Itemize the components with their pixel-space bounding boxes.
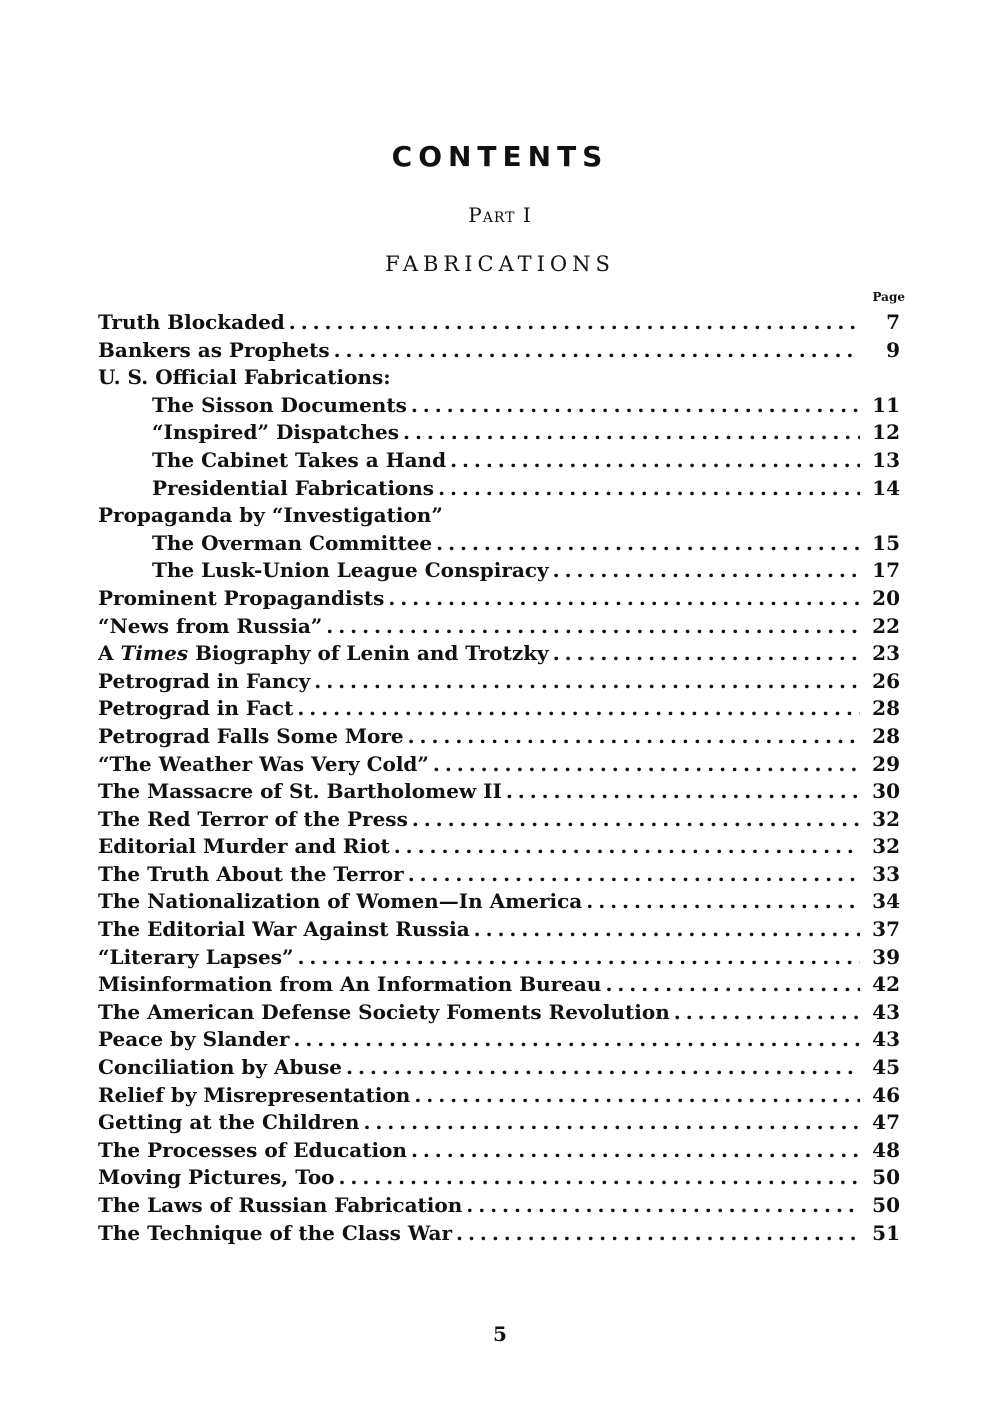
- toc-entry: [98, 724, 900, 752]
- toc-entry: [98, 420, 900, 448]
- toc-entry-title: “Literary Lapses”: [98, 944, 294, 969]
- toc-entry: [98, 1110, 900, 1138]
- dot-leader: [436, 531, 860, 555]
- toc-entry-page: 20: [872, 585, 900, 610]
- toc-entry: [98, 945, 900, 973]
- toc-entry-title: The Laws of Russian Fabrication: [98, 1193, 463, 1217]
- dot-leader: [433, 752, 860, 776]
- toc-entry-page: 29: [872, 751, 900, 776]
- toc-entry: [98, 779, 900, 807]
- toc-entry: [98, 1193, 900, 1221]
- toc-entry-title: “The Weather Was Very Cold”: [98, 751, 429, 776]
- toc-entry-title: The Cabinet Takes a Hand: [152, 447, 447, 472]
- dot-leader: [474, 917, 860, 941]
- toc-entry-title: The Editorial War Against Russia: [98, 917, 470, 942]
- toc-entry: [98, 503, 900, 531]
- toc-entry: [98, 448, 900, 476]
- toc-entry: [98, 641, 900, 669]
- dot-leader: [438, 476, 860, 500]
- dot-leader: [506, 779, 860, 803]
- toc-entry: [98, 752, 900, 780]
- dot-leader: [289, 310, 860, 334]
- toc-entry: [98, 917, 900, 945]
- toc-entry-page: 32: [872, 806, 900, 831]
- dot-leader: [450, 448, 860, 472]
- dot-leader: [586, 889, 860, 913]
- toc-entry-page: 37: [872, 917, 900, 942]
- toc-entry-page: 28: [872, 696, 900, 721]
- toc-entry-page: 50: [872, 1193, 900, 1217]
- toc-entry-title: A Times Biography of Lenin and Trotzky: [98, 641, 549, 666]
- toc-entry-page: 33: [872, 861, 900, 886]
- toc-entry-title: The Red Terror of the Press: [98, 806, 408, 831]
- toc-entry: [98, 972, 900, 1000]
- toc-entry-title: Misinformation from An Information Bureau: [98, 972, 602, 997]
- toc-entry-page: 12: [872, 420, 900, 445]
- toc-entry: [98, 558, 900, 586]
- dot-leader: [553, 558, 860, 582]
- page-number: 5: [493, 1322, 507, 1346]
- toc-entry-page: 48: [872, 1137, 900, 1162]
- toc-entry: [98, 614, 900, 642]
- toc-entry-title: The Overman Committee: [152, 530, 433, 555]
- toc-entry: [98, 1027, 900, 1055]
- dot-leader: [394, 834, 860, 858]
- toc-entry: [98, 1000, 900, 1028]
- toc-entry-title: The American Defense Society Foments Revolution: [98, 999, 670, 1024]
- toc-entry-page: 22: [872, 613, 900, 638]
- toc-entry-title: Moving Pictures, Too: [98, 1165, 335, 1190]
- dot-leader: [553, 641, 860, 665]
- page-title: CONTENTS: [391, 140, 609, 173]
- toc-entry-page: 13: [872, 447, 900, 472]
- toc-entry-page: 50: [872, 1165, 900, 1190]
- toc-entry-title: The Truth About the Terror: [98, 861, 404, 886]
- toc-entry-page: 42: [872, 972, 900, 997]
- dot-leader: [408, 724, 860, 748]
- toc-entry: [98, 393, 900, 421]
- dot-leader: [403, 420, 860, 444]
- toc-entry-title: The Nationalization of Women—In America: [98, 889, 583, 914]
- toc-entry-page: 47: [872, 1110, 900, 1135]
- table-of-contents: [98, 310, 900, 1248]
- toc-entry-title: U. S. Official Fabrications:: [98, 365, 391, 390]
- toc-entry-page: 51: [872, 1220, 900, 1245]
- dot-leader: [408, 862, 860, 886]
- toc-entry-title: The Processes of Education: [98, 1137, 407, 1162]
- toc-entry-title: Propaganda by “Investigation”: [98, 503, 443, 528]
- toc-entry: [98, 862, 900, 890]
- dot-leader: [326, 614, 860, 638]
- toc-entry-page: 28: [872, 723, 900, 748]
- part-heading: Part I: [468, 203, 532, 227]
- dot-leader: [674, 1000, 860, 1024]
- toc-entry-page: 15: [872, 530, 900, 555]
- toc-entry-page: 45: [872, 1055, 900, 1080]
- toc-entry-page: 43: [872, 999, 900, 1024]
- toc-entry-title: The Technique of the Class War: [98, 1220, 453, 1245]
- toc-entry-title: Getting at the Children: [98, 1110, 360, 1135]
- dot-leader: [297, 696, 860, 720]
- dot-leader: [339, 1165, 861, 1189]
- toc-entry: [98, 669, 900, 697]
- toc-entry: [98, 1055, 900, 1083]
- dot-leader: [298, 945, 861, 969]
- dot-leader: [293, 1027, 860, 1051]
- toc-entry-page: 7: [886, 310, 900, 334]
- toc-entry: [98, 834, 900, 862]
- toc-entry: [98, 586, 900, 614]
- toc-entry-page: 43: [872, 1027, 900, 1052]
- dot-leader: [414, 1083, 860, 1107]
- toc-entry-title: Peace by Slander: [98, 1027, 290, 1052]
- dot-leader: [411, 393, 860, 417]
- toc-entry-title: Editorial Murder and Riot: [98, 834, 390, 859]
- toc-entry: [98, 1165, 900, 1193]
- toc-entry-title: “Inspired” Dispatches: [152, 420, 400, 445]
- toc-entry-page: 11: [872, 392, 900, 417]
- toc-entry: [98, 310, 900, 338]
- toc-entry-title: Petrograd in Fancy: [98, 668, 311, 693]
- dot-leader: [456, 1221, 860, 1245]
- toc-entry: [98, 1083, 900, 1111]
- toc-entry-title: The Lusk-Union League Conspiracy: [152, 558, 549, 583]
- toc-entry: [98, 1138, 900, 1166]
- toc-entry-title: “News from Russia”: [98, 613, 323, 638]
- toc-entry-page: 9: [886, 337, 900, 362]
- toc-entry-title: Bankers as Prophets: [98, 337, 330, 362]
- toc-entry: [98, 696, 900, 724]
- toc-entry: [98, 807, 900, 835]
- toc-entry-page: 14: [872, 475, 900, 500]
- toc-entry: [98, 476, 900, 504]
- toc-entry-page: 46: [872, 1082, 900, 1107]
- toc-entry-page: 32: [872, 834, 900, 859]
- page-column-header: Page: [872, 290, 905, 304]
- toc-entry-page: 39: [872, 944, 900, 969]
- dot-leader: [363, 1110, 860, 1134]
- toc-entry-page: 17: [872, 558, 900, 583]
- dot-leader: [314, 669, 860, 693]
- dot-leader: [605, 972, 860, 996]
- dot-leader: [334, 338, 860, 362]
- toc-entry-title: Conciliation by Abuse: [98, 1055, 343, 1080]
- toc-entry-title: Petrograd in Fact: [98, 696, 294, 721]
- toc-entry-page: 26: [872, 668, 900, 693]
- dot-leader: [411, 1138, 860, 1162]
- toc-entry-title: Presidential Fabrications: [152, 475, 435, 500]
- dot-leader: [388, 586, 860, 610]
- section-heading: FABRICATIONS: [385, 252, 615, 276]
- toc-entry: [98, 1221, 900, 1249]
- toc-entry-title: The Sisson Documents: [152, 392, 407, 417]
- toc-entry-page: 23: [872, 641, 900, 666]
- dot-leader: [412, 807, 860, 831]
- toc-entry: [98, 365, 900, 393]
- toc-entry-page: 30: [872, 779, 900, 804]
- dot-leader: [466, 1193, 860, 1217]
- toc-entry-title: Truth Blockaded: [98, 310, 285, 334]
- toc-entry-title: The Massacre of St. Bartholomew II: [98, 779, 502, 804]
- toc-entry: [98, 338, 900, 366]
- toc-entry: [98, 889, 900, 917]
- toc-entry-title: Relief by Misrepresentation: [98, 1082, 411, 1107]
- toc-entry-page: 34: [872, 889, 900, 914]
- toc-entry-title: Petrograd Falls Some More: [98, 723, 404, 748]
- toc-entry: [98, 531, 900, 559]
- toc-entry-title: Prominent Propagandists: [98, 585, 385, 610]
- dot-leader: [346, 1055, 860, 1079]
